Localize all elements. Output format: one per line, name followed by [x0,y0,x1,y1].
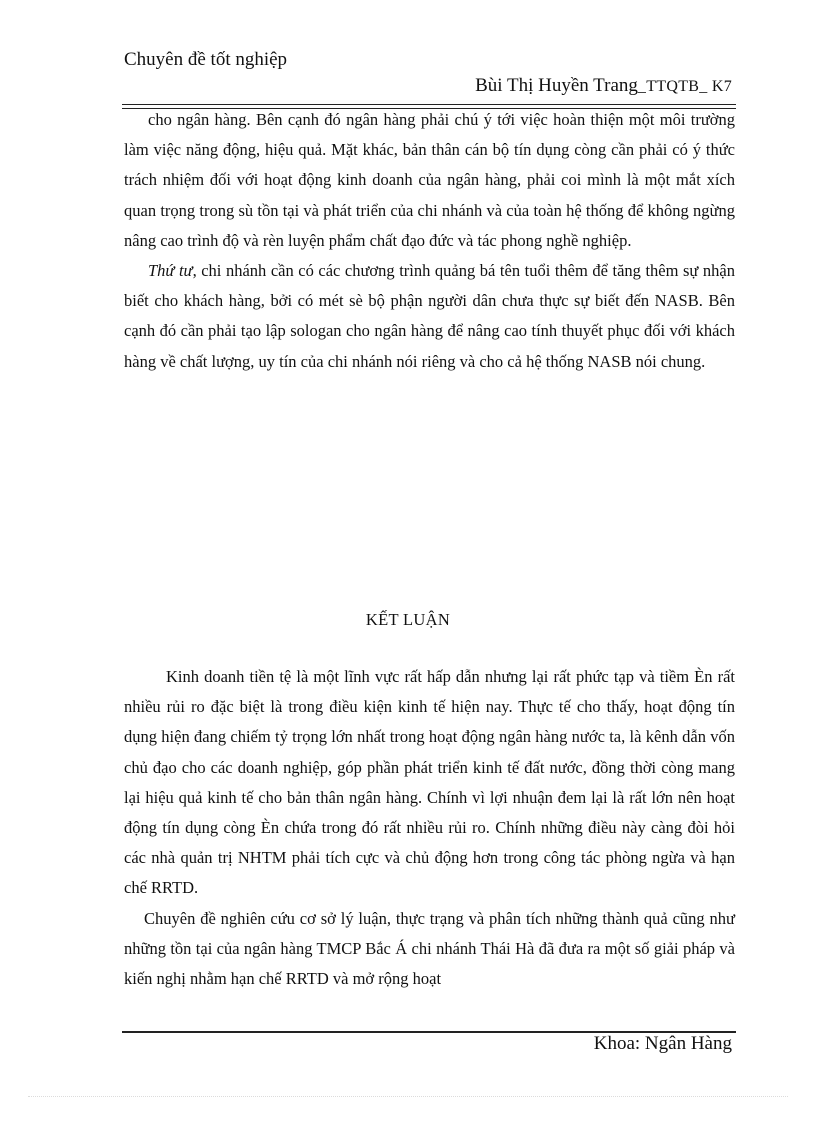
section-recommendations [124,105,735,377]
fourth-point-text: , chi nhánh cần có các chương trình quảng bá tên tuổi thêm để tăng thêm sự nhận biết cho khách hàng, bởi có mét sè bộ phận người dân chưa thực sự biết đến NASB. Bên cạnh đó cần phải tạo lập sologan cho ngân hàng để nâng cao tính thuyết phục đối với khách hàng về chất lượng, uy tín của chi nhánh nói riêng và cho cả hệ thống NASB nói chung. [124,261,735,371]
conclusion-paragraph-2: Chuyên đề nghiên cứu cơ sở lý luận, thực trạng và phân tích những thành quả cũng như những tồn tại của ngân hàng TMCP Bắc Á chi nhánh Thái Hà đã đưa ra một số giải pháp và kiến nghị nhằm hạn chế RRTD và mở rộng hoạt [124,908,735,989]
conclusion-paragraph-1: Kinh doanh tiền tệ là một lĩnh vực rất hấp dẫn nhưng lại rất phức tạp và tiềm Èn rất nhiều rủi ro đặc biệt là trong điều kiện kinh tế hiện nay. Thực tế cho thấy, hoạt động tín dụng hiện đang chiếm tỷ trọng lớn nhất trong hoạt động ngân hàng nước ta, là kênh dẫn vốn chủ đạo cho các doanh nghiệp, góp phần phát triển kinh tế đất nước, đồng thời còng mang lại hiệu quả kinh tế cho bản thân ngân hàng. Chính vì lợi nhuận đem lại là rất lớn nên hoạt động tín dụng còng Èn chứa trong đó rất nhiều rủi ro. Chính những điều này càng đòi hỏi các nhà quản trị NHTM phải tích cực và chủ động hơn trong công tác phòng ngừa và hạn chế RRTD. [124,667,735,898]
paragraph-fourth-point [124,256,735,377]
page-bottom-dotted-line [28,1096,788,1097]
header-author-code: _TTQTB_ K7 [637,78,732,95]
header-author-name: Bùi Thị Huyền Trang [475,75,638,96]
header-document-title: Chuyên đề tốt nghiệp [124,49,288,70]
section-conclusion [124,662,735,994]
paragraph-work-environment: cho ngân hàng. Bên cạnh đó ngân hàng phải chú ý tới việc hoàn thiện một môi trường làm việc năng động, hiệu quả. Mặt khác, bản thân cán bộ tín dụng còng cần phải có ý thức trách nhiệm đối với hoạt động kinh doanh của ngân hàng, phải coi mình là một mắt xích quan trọng trong sù tồn tại và phát triển của chi nhánh và của toàn hệ thống để không ngừng nâng cao trình độ và rèn luyện phẩm chất đạo đức và tác phong nghề nghiệp. [124,110,735,250]
header-author [475,75,732,97]
fourth-point-lead: Thứ tư [148,261,193,281]
conclusion-heading: KẾT LUẬN [365,610,451,629]
footer-faculty: Khoa: Ngân Hàng [593,1033,732,1054]
